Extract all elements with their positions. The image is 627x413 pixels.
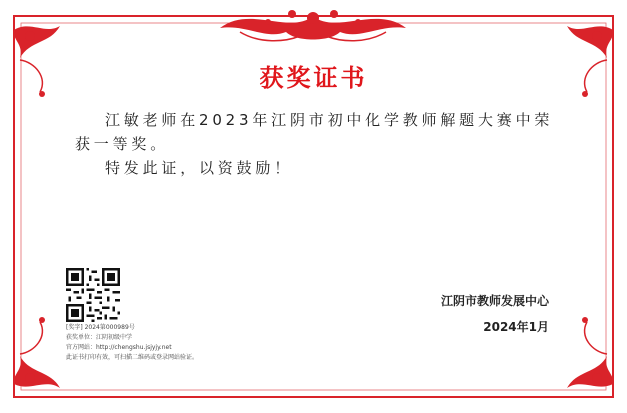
official-website-link[interactable]: 官方网站：http://chengshu.jsjyjy.net (66, 344, 172, 351)
verify-note: 此证书打印有效，可扫描二维码或登录网站验证。 (66, 354, 199, 361)
top-flower-icon (220, 10, 406, 41)
cert-number: [奖字] 2024第000989号 (66, 324, 135, 331)
award-statement: 江敏老师在2023年江阴市初中化学教师解题大赛中荣获一等奖。 (75, 111, 554, 153)
certificate-body (75, 108, 555, 180)
issuer-block (441, 288, 549, 340)
certificate-meta (66, 323, 198, 363)
issuer-name: 江阴市教师发展中心 (440, 294, 549, 308)
certificate-title: 获奖证书 (259, 64, 368, 92)
issue-date: 2024年1月 (483, 320, 549, 334)
award-unit: 获奖单位：江阴初级中学 (66, 334, 133, 341)
qr-code-icon (66, 268, 120, 322)
encouragement-text: 特发此证，以资鼓励！ (105, 159, 294, 177)
